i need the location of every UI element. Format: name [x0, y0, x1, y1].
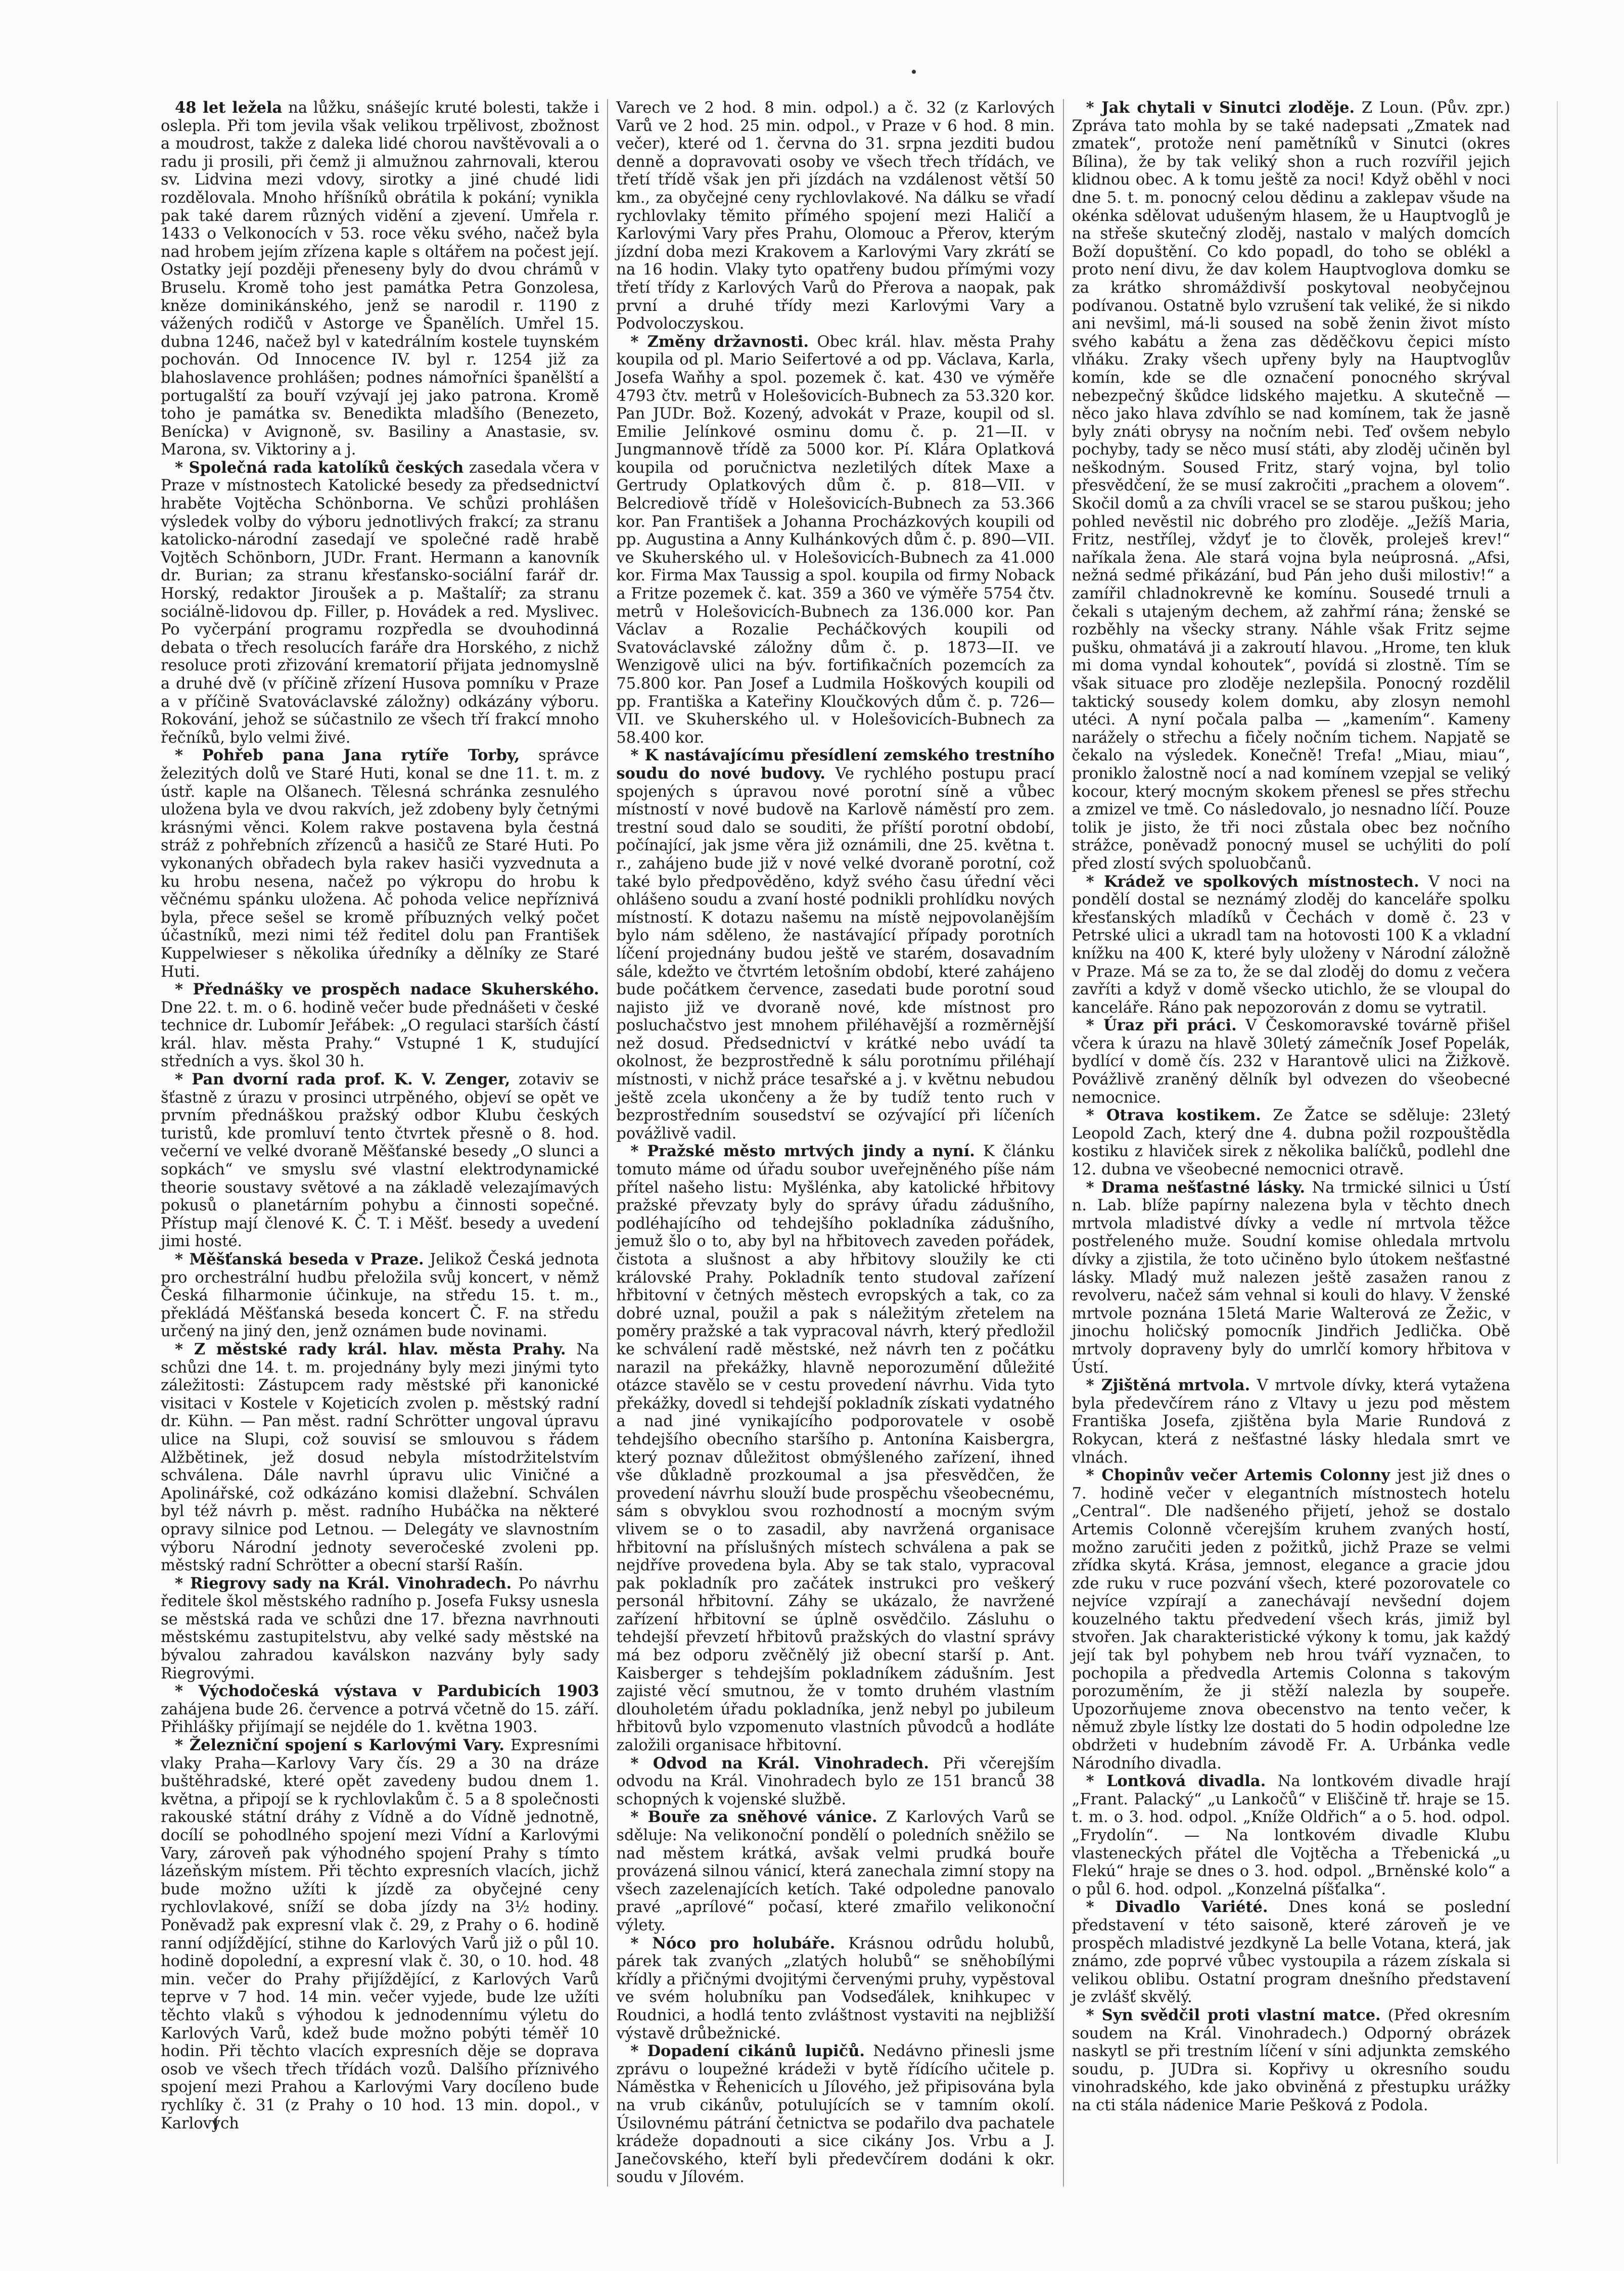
- article-text: V mrtvole dívky, která vytažena byla předevčírem ráno z Vltavy u jezu pod městem Františka Josefa, zjištěna byla Marie Rundová z Rokycan, která z nešťastné lásky hledala smrt ve vlnách.: [1072, 1377, 1510, 1467]
- article-paragraph: [161, 1251, 599, 1341]
- article-paragraph: [616, 1143, 1054, 1754]
- text-columns: [161, 99, 1510, 2187]
- article-heading: Jak chytali v Sinutci zloděje.: [1101, 99, 1355, 117]
- article-paragraph: [161, 1737, 599, 2132]
- article-marker: *: [1086, 2006, 1102, 2024]
- article-text: V Českomoravské továrně přišel včera k úrazu na hlavě 30letý zámečník Josef Popelák, bydlící v domě čís. 232 v Harantově ulici na Žižkově. Povážlivě zraněný dělník byl odvezen do všeobecné nemocnice.: [1072, 1017, 1510, 1107]
- article-text: Obec král. hlav. města Prahy koupila od pl. Mario Seifertové a od pp. Václava, Karla, Josefa Waňhy a spol. pozemek č. kat. 430 ve výměře 4793 čtv. metrů v Holešovicích-Bubnech za 53.320 kor. Pan JUDr. Bož. Kozený, advokát v Praze, koupil od sl. Emilie Jelínkové osminu domu č. p. 21—II. v Jungmannově třídě za 5000 kor. Pí. Klára Oplatková koupila od poručnictva nezletilých dítek Maxe a Gertrudy Oplatkových dům č. p. 818—VII. v Belcrediově třídě v Holešovicích-Bubnech za 53.366 kor. Pan František a Johanna Procházkových koupili od pp. Augustina a Anny Kulhánkových dům č. p. 890—VII. ve Skuherského ul. v Holešovicích-Bubnech za 41.000 kor. Firma Max Taussig a spol. koupila od firmy Noback a Fritze pozemek č. kat. 359 a 360 ve výměře 5754 čtv. metrů v Holešovicích-Bubnech za 136.000 kor. Pan Václav a Rozalie Pecháčkových koupili od Svatováclavské záložny dům č. p. 1873—II. ve Wenzigově ulici na býv. fortifikačních pozemcích za 75.800 kor. Pan Josef a Ludmila Hoškových koupili od pp. Františka a Kateřiny Kloučkových dům č. p. 726—VII. ve Skuherského ul. v Holešovicích-Bubnech za 58.400 kor.: [616, 333, 1055, 747]
- article-marker: *: [1086, 1376, 1101, 1395]
- article-heading: Úraz při práci.: [1103, 1016, 1237, 1035]
- article-marker: *: [175, 1682, 199, 1701]
- article-marker: *: [630, 1754, 653, 1773]
- article-marker: *: [1086, 1106, 1106, 1125]
- article-heading: Pan dvorní rada prof. K. V. Zenger,: [192, 1070, 511, 1089]
- article-marker: *: [630, 1808, 648, 1827]
- article-marker: *: [175, 746, 202, 765]
- print-dot: [912, 70, 916, 74]
- article-text: správce železitých dolů ve Staré Huti, konal se dne 11. t. m. z ústř. kaple na Olšanech. Tělesná schránka zesnulého uložena byla ve dvou rakvích, jež zdobeny byly četnými krásnými věnci. Kolem rakve postavena byla čestná stráž z pohřebních zřízenců a hasičů ze Staré Huti. Po vykonaných obřadech byla rakev hasiči vyzvednuta a ku hrobu nesena, načež po výkropu do hrobu k věčnému spánku uložena. Ač pohoda velice nepříznivá byla, přece sešel se kromě příbuzných velký počet účastníků, mezi nimi též ředitel dolu pan František Kuppelwieser s několika úředníky a dělníky ze Staré Huti.: [161, 747, 599, 981]
- article-text: (Před okresním soudem na Král. Vinohradech.) Odporný obrázek naskytl se při trestním líčení v síni adjunkta zemského soudu, p. JUDra si. Kopřivy u okresního soudu vinohradského, kde jako obviněná z přestupku urážky na cti stála nádenice Marie Pešková z Podola.: [1072, 2006, 1510, 2114]
- article-paragraph: [1072, 2007, 1510, 2115]
- article-heading: Krádež ve spolkových místnostech.: [1104, 872, 1419, 891]
- article-marker: *: [630, 332, 647, 351]
- article-lead: 48 let ležela: [175, 99, 283, 117]
- article-text: jest již dnes o 7. hodině večer v elegantních místnostech hotelu „Central“. Dle nadšeného přijetí, jehož se dostalo Artemis Colonně včerejším kruhem zvaných hostí, možno zaručiti jeden z požitků, jichž Praze se velmi zřídka skytá. Krása, jemnost, elegance a gracie jdou zde ruku v ruce pozvání všech, které pozorovatele co nejvíce vzpírají a zanechávají nevšední dojem kouzelného taktu předvedení všech krás, jimiž byl stvořen. Jak charakteristické výkony k tomu, jak každý její tak byl pohybem neb hrou tváří vyznačen, to pochopila a předvedla Artemis Colonna s takovým porozuměním, že ji stěží nalezla by soupeře. Upozorňujeme znova obecenstvo na tento večer, k němuž zbyle lístky lze dostati do 5 hodin odpoledne lze obdržeti v hudebním závodě Fr. A. Urbánka vedle Národního divadla.: [1072, 1467, 1510, 1773]
- article-heading: Východočeská výstava v Pardubicích 1903: [198, 1682, 599, 1701]
- article-paragraph: [161, 1071, 599, 1251]
- article-heading: Nóco pro holubáře.: [652, 1934, 836, 1952]
- article-heading: Lontková divadla.: [1106, 1772, 1266, 1791]
- article-text: Na schůzi dne 14. t. m. projednány byly mezi jinými tyto záležitosti: Zástupcem rady městské při kanonické visitaci v Kostele v Kojeticích zvolen p. městský radní dr. Kühn. — Pan měst. radní Schrötter ungoval úpravu ulice na Slupi, což souvisí se smlouvou s řádem Alžbětinek, jež dosud nebyla místodržitelstvím schválena. Dále navrhl úpravu ulic Viničné a Apolinářské, což odkázáno komisi dlažební. Schválen byl též návrh p. měst. radního Hubáčka na některé opravy silnice pod Letnou. — Delegáty ve slavnostním výboru Národní jednoty severočeské zvoleni pp. městský radní Schrötter a obecní starší Rašín.: [161, 1340, 599, 1575]
- article-paragraph: [1072, 1773, 1510, 1898]
- article-paragraph: [616, 747, 1054, 1143]
- article-paragraph: [616, 333, 1054, 747]
- article-paragraph: [161, 981, 599, 1071]
- article-paragraph: [161, 1341, 599, 1575]
- article-heading: Dopadení cikánů lupičů.: [647, 2042, 865, 2061]
- article-text: K článku tomuto máme od úřadu soubor uveřejněného píše nám přítel našeho listu: Myšlénka, aby katolické hřbitovy pražské převzaty byly do správy úřadu zádušního, podléhajícího od tehdejšího pokladníka zádušního, jemuž šlo o to, aby byl na hřbitovech zaveden pořádek, čistota a slušnost a aby hřbitovy sloužily ke cti královské Prahy. Pokladník tento studoval zařízení hřbitovní v četných městech evropských a tak, co za dobré uznal, použil a pak s náležitým zřetelem na poměry pražské a tak vypracoval návrh, který předložil ke schválení radě městské, než návrh ten z počátku narazil na překážky, hlavně neporozumění důležité otázce stavělo se v cestu provedení návrhu. Vida tyto překážky, dovedl si tehdejší pokladník získati vydatného a nad jiné vynikajícího podporovatele v osobě tehdejšího obecního staršího p. Antonína Kaisbergra, který poznav důležitost obmýšleného zařízení, ihned vše důkladně prozkoumal a jsa přesvědčen, že provedení návrhu slouží bude prospěchu všeobecnému, sám s obvyklou svou rozhodností a mocným svým vlivem se o to zasadil, aby navržená organisace hřbitovní na příslušných místech schválena a pak se nejdříve provedena byla. Aby se tak stalo, vypracoval pak pokladník pro začátek instrukci pro veškerý personál hřbitovní. Záhy se ukázalo, že navržené zařízení hřbitovní se úplně osvědčilo. Zásluhu o tehdejší převzetí hřbitovů pražských do vlastní správy má bez odporu zvěčnělý již obecní starší p. Ant. Kaisberger s tehdejším pokladníkem zádušním. Jest zajisté věcí smutnou, že v tomto druhém vlastním dlouholetém úřadu pokladníka, jenž nebyl po jubileum hřbitovů bylo vzpomenuto vlastních původců a hodláte založili organisace hřbitovní.: [616, 1143, 1055, 1755]
- article-paragraph: [1072, 873, 1510, 1017]
- article-heading: Otrava kostikem.: [1106, 1106, 1261, 1125]
- article-heading: Železniční spojení s Karlovými Vary.: [189, 1736, 504, 1755]
- article-paragraph: [161, 1575, 599, 1683]
- article-text: Při včerejším odvodu na Král. Vinohradech bylo ze 151 branců 38 schopných k vojenské službě.: [616, 1754, 1055, 1808]
- article-paragraph: [1072, 1017, 1510, 1107]
- article-paragraph: [616, 99, 1054, 333]
- article-heading: Divadlo Variété.: [1115, 1898, 1268, 1917]
- article-paragraph: [1072, 1377, 1510, 1467]
- article-marker: *: [175, 1340, 194, 1358]
- article-text: V noci na pondělí dostal se neznámý zloděj do kanceláře spolku křesťanských mladíků v Čechách v domě č. 23 v Petrské ulici a ukradl tam na hotovosti 100 K a vkladní knížku na 400 K, které byly uloženy v Národní záložně v Praze. Má se za to, že se dal zloděj do domu z večera zavříti a když v domě všecko utichlo, že se vloupal do kanceláře. Ráno pak nepozorován z domu se vytratil.: [1072, 873, 1510, 1017]
- article-marker: *: [630, 1934, 653, 1952]
- article-paragraph: [1072, 1179, 1510, 1377]
- article-marker: *: [175, 980, 193, 999]
- article-marker: *: [630, 1142, 647, 1161]
- article-paragraph: [616, 1935, 1054, 2043]
- article-text: Varech ve 2 hod. 8 min. odpol.) a č. 32 (z Karlových Varů ve 2 hod. 25 min. odpol., v Praze v 6 hod. 8 min. večer), které od 1. června do 31. srpna jezditi budou denně a dopravovati osoby ve všech třech třídách, ve třetí třídě však jen při jízdách na vzdálenost větší 50 km., za obyčejné ceny rychlovlakové. Na dálku se vřadí rychlovlaky těmito přímého spojení mezi Haličí a Karlovými Vary přes Prahu, Olomouc a Přerov, kterým jízdní doba mezi Krakovem a Karlovými Vary zkrátí se na 16 hodin. Vlaky tyto opatřeny budou přímými vozy třetí třídy z Karlových Varů do Přerova a naopak, pak první a druhé třídy mezi Karlovými Vary a Podvoloczyskou.: [616, 99, 1055, 333]
- article-marker: *: [1086, 1772, 1107, 1791]
- article-heading: Bouře za sněhové vánice.: [647, 1808, 877, 1827]
- article-paragraph: [161, 747, 599, 981]
- article-paragraph: [161, 99, 599, 459]
- article-paragraph: [1072, 99, 1510, 873]
- column-middle: [616, 99, 1054, 2187]
- article-marker: *: [630, 746, 645, 765]
- article-paragraph: [161, 1683, 599, 1737]
- article-heading: Odvod na Král. Vinohradech.: [653, 1754, 930, 1773]
- article-text: Z Loun. (Pův. zpr.) Zpráva tato mohla by se také nadepsati „Zmatek nad zmatek“, protože není pamětníků v Sinutci (okres Bílina), že by tak veliký shon a ruch rozvířil jejich klidnou obec. A k tomu ještě za noci! Když oběhl v noci dne 5. t. m. ponocný celou dědinu a zaklepav všude na okénka sdělovat udušeným hlasem, že u Hauptvoglů je na střeše skutečný zloděj, nastalo v malých domcích Boží dopuštění. Co kdo popadl, do toho se oblékl a proto není divu, že dav kolem Hauptvoglova domku se za krátko shromáždivší poskytoval neobyčejnou podívanou. Ostatně bylo vzrušení tak veliké, že si nikdo ani nevšiml, má-li soused na sobě ženin život místo svého kabátu a žena zas děděčkovu čepici místo vlňáku. Zraky všech upřeny byly na Hauptvoglův komín, kde se dle označení ponocného skrýval nebezpečný škůdce lidského majetku. A skutečně — něco jako hlava zdvíhlo se nad komínem, tak že jasně byly znáti obrysy na nočním nebi. Teď ovšem nebylo pochyby, tady se něco musí státi, aby zloděj učiněn byl neškodným. Soused Fritz, starý vojna, byl tolio přesvědčení, že se musí zakročiti „prachem a olovem“. Skočil domů a za chvíli vracel se se starou puškou; jeho pohled nevěstil nic dobrého pro zloděje. „Ježíš Maria, Fritz, nestřílej, vždyť je to člověk, proleješ krev!“ naříkala žena. Ale stará vojna byla neúprosná. „Afsi, nežná sedmé přikázání, bud Pán jeho duši milostiv!“ a zamířil chladnokrevně ke komínu. Sousedé trnuli a čekali s utajeným dechem, až zahřmí rána; ženské se rozběhly na všecky strany. Náhle však Fritz sejme pušku, ohmatává ji a zakroutí hlavou. „Hrome, ten kluk mi doma vyndal kohoutek“, povídá si zlostně. Tím se však situace pro zloděje nezlepšila. Ponocný rozdělil taktický sousedy kolem domku, aby zlosyn nemohl utéci. A nyní počala palba — „kamením“. Kameny narážely o střechu a fičely nočním tichem. Napjatě se čekalo na výsledek. Konečně! Trefa! „Miau, miau“, proniklo žalostně nocí a nad komínem vzepjal se veliký kocour, který mocným skokem přenesl se přes střechu a zmizel ve tmě. Co následovalo, jo nesnadno líčí. Pouze tolik je jisto, že tři noci zůstala obec bez nočního strážce, poněvadž ponocný musel se uchýliti do polí před zlostí svých spoluobčanů.: [1072, 99, 1510, 873]
- article-marker: *: [1086, 1016, 1104, 1035]
- article-paragraph: [1072, 1467, 1510, 1773]
- article-heading: Přednášky ve prospěch nadace Skuherského.: [193, 980, 599, 999]
- article-marker: *: [1086, 1178, 1102, 1197]
- page-edge-line: [1557, 101, 1558, 2164]
- article-text: zotaviv se šťastně z úrazu v prosinci utrpěného, objeví se opět ve prvním přednáškou pražský odbor Klubu českých turistů, kde promluví tento čtvrtek přesně o 8. hod. večerní ve velké dvoraně Měšťanské besedy „O slunci a sopkách“ ve smyslu své vlastní elektrodynamické theorie soustavy světové a na základě velezajímavých pokusů o planetárním pohybu a činnosti sopečné. Přístup mají členové K. Č. T. i Měšť. besedy a uvedení jimi hosté.: [161, 1071, 599, 1251]
- article-heading: Syn svědčil proti vlastní matce.: [1101, 2006, 1381, 2024]
- article-paragraph: [616, 1808, 1054, 1934]
- article-text: Z Karlových Varů se sděluje: Na velikonoční pondělí o poledních sněžilo se nad městem krátká, avšak velmi prudká bouře provázená silnou vánicí, která zanechala zimní stopy na všech zazelenajících ketích. Také odpoledne panovalo pravé „aprílové“ počasí, které zmařilo velikonoční výlety.: [616, 1808, 1055, 1934]
- article-marker: *: [175, 1250, 190, 1268]
- article-heading: Pohřeb pana Jana rytíře Torby,: [202, 746, 520, 765]
- article-heading: Měšťanská beseda v Praze.: [189, 1250, 424, 1268]
- article-paragraph: [616, 1755, 1054, 1809]
- article-text: Dnes koná se poslední představení v této saisoně, které zároveň je ve prospěch mladistvé jezdkyně La belle Votana, která, jak známo, zde poprvé vůbec vystoupila a rázem získala si velikou oblibu. Ostatní program dnešního představení je zvlášť skvělý.: [1072, 1898, 1510, 2007]
- article-heading: Pražské město mrtvých jindy a nyní.: [647, 1142, 975, 1161]
- article-marker: *: [175, 1070, 192, 1089]
- article-paragraph: [1072, 1898, 1510, 2007]
- column-left: [161, 99, 599, 2187]
- article-text: Na lontkovém divadle hrají „Frant. Palacký“ „u Lankočů“ v Eliščině tř. hraje se 15. t. m. o 3. hod. odpol. „Kníže Oldřich“ a o 5. hod. odpol. „Frydolín“. — Na lontkovém divadle Klubu vlasteneckých přátel dle Vojtěcha a Třebenická „u Flekú“ hraje se dnes o 3. hod. odpol. „Brněnské kolo“ a o půl 6. hod. odpol. „Konzelná píšťalka“.: [1072, 1773, 1510, 1898]
- article-text: na lůžku, snášejíc kruté bolesti, takže i oslepla. Při tom jevila však velikou trpělivost, zbožnost a moudrost, takže z daleka lidé chorou navštěvovali a o radu ji prosili, při čemž ji almužnou zahrnovali, kterou sv. Lidvina mezi vdovy, sirotky a jiné chudé lidi rozdělovala. Mnoho hříšníků obrátila k pokání; vynikla pak také darem různých vidění a zjevení. Umřela r. 1433 o Velkonocích v 53. roce věku svého, načež byla nad hrobem jejím zřízena kaple s oltářem na počest její. Ostatky její později přeneseny byly do dvou chrámů v Bruselu. Kromě toho jest památka Petra Gonzolesa, kněze dominikánského, jenž se narodil r. 1190 z vážených rodičů v Astorge ve Španělích. Umřel 15. dubna 1246, načež byl v katedrálním kostele tuynském pochován. Od Innocence IV. byl r. 1254 již za blahoslavence prohlášen; podnes námořníci španělští a portugalští za bouří vzývají jej jako patrona. Kromě toho je památka sv. Benedikta mladšího (Benezeto, Benícka) v Avignoně, sv. Basiliny a Anastasie, sv. Marona, sv. Viktoriny a j.: [161, 99, 599, 459]
- article-text: Na trmické silnici u Ústí n. Lab. blíže papírny nalezena byla v těchto dnech mrtvola mladistvé dívky a vedle ní mrtvola těžce postřeleného muže. Soudní komise ohledala mrtvolu dívky a zjistila, že toto učiněno bylo útokem nešťastné lásky. Mladý muž nalezen ještě zasažen ranou z revolveru, načež sám vehnal si kouli do hlavy. V ženské mrtvole poznána 15letá Marie Walterová ze Žežic, v jinochu holičský pomocník Jindřich Jedlička. Obě mrtvoly dopraveny byly do umrlčí komory hřbitova v Ústí.: [1072, 1178, 1510, 1377]
- article-marker: *: [630, 2042, 647, 2061]
- article-marker: *: [175, 1574, 191, 1593]
- article-paragraph: [161, 459, 599, 747]
- article-heading: Z městské rady král. hlav. města Prahy.: [194, 1340, 566, 1358]
- article-heading: Zjištěná mrtvola.: [1101, 1376, 1250, 1395]
- article-paragraph: [616, 2042, 1054, 2187]
- article-text: Ze Žatce se sděluje: 23letý Leopold Zach, který dne 4. dubna požil rozpouštědla kostiku z hlaviček sirek z několika balíčků, podlehl dne 12. dubna ve všeobecné nemocnici otravě.: [1072, 1107, 1510, 1179]
- article-heading: Společná rada katolíků českých: [189, 458, 464, 477]
- article-marker: *: [1086, 1466, 1102, 1485]
- article-heading: K nastávajícímu přesídlení zemského trestního soudu do nové budovy.: [616, 746, 1055, 783]
- article-text: Nedávno přinesli jsme zprávu o loupežné krádeži v bytě řídícího učitele p. Náměstka v Řehenicích u Jílového, jež připisována byla na vrub cikánův, potulujících se v tamním okolí. Úsilovnému pátrání četnictva se podařilo dva pachatele krádeže dopadnouti a sice cikány Jos. Vrbu a J. Janečovského, kteří byli předevčírem dodáni k okr. soudu v Jílovém.: [616, 2042, 1055, 2187]
- article-paragraph: [1072, 1107, 1510, 1178]
- article-text: Ve rychlého postupu prací spojených s úpravou nové porotní síně a vůbec místností v nové budově na Karlově náměstí pro zem. trestní soud dalo se souditi, že příští porotní období, počínající, jak jsme věra již oznámili, dne 25. května t. r., zahájeno bude již v nové velké dvoraně porotní, což také bylo předpověděno, když svého času úřední věci ohlášeno soudu a zvaní hosté podnikli prohlídku nových místností. K dotazu našemu na místě nejpovolanějším bylo nám sděleno, že nastávající případy porotních líčení projednány budou ještě ve starém, dosavadním sále, kdežto ve čtvrtém letošním období, které zahájeno bude počátkem července, zasedati bude porotní soud najisto již ve dvoraně nové, kde místnost pro posluchačstvo jest mnohem přiléhavější a rozměrnější než dosud. Předsednictví v krátké nebo uvádí ta okolnost, že bezprostředně k sálu porotnímu přiléhají místnosti, v nichž práce tesařské a j. v květnu nebudou ještě zcela ukončeny a že by tudíž tento ruch v bezprostředním sousedství se ozývající při líčeních povážlivě vadil.: [616, 764, 1055, 1143]
- article-marker: *: [1086, 872, 1104, 891]
- article-text: zahájena bude 26. července a potrvá včetně do 15. září. Přihlášky přijímají se nejdéle do 1. května 1903.: [161, 1700, 599, 1737]
- article-marker: *: [1086, 1898, 1116, 1917]
- article-text: zasedala včera v Praze v místnostech Katolické besedy za předsednictví hraběte Vojtěcha Schönborna. Ve schůzi prohlášen výsledek volby do výboru jednotlivých frakcí; za stranu katolicko-národní zasedají ve společné radě hrabě Vojtěch Schönborn, JUDr. Frant. Hermann a kanovník dr. Burian; za stranu křesťansko-sociální farář dr. Horský, redaktor Jiroušek a p. Maštalíř; za stranu sociálně-lidovou dp. Filler, p. Hovádek a red. Myslivec. Po vyčerpání programu rozpředla se dvouhodinná debata o třech resolucích faráře dra Horského, z nichž resoluce proti zřizování krematorií přijata jednomyslně a druhé dvě (v příčině zřízení Husova pomníku v Praze a v příčině Svatováclavské záložny) odkázány výboru. Rokování, jehož se súčastnilo ze všech tří frakcí mnoho řečníků, bylo velmi živé.: [161, 459, 599, 747]
- article-heading: Drama nešťastné lásky.: [1101, 1178, 1306, 1197]
- article-text: Po návrhu ředitele škol městského radního p. Josefa Fuksy usnesla se městská rada ve schůzi dne 17. března navrhnouti městskému zastupitelstvu, aby velké sady městské na bývalou zahradou kaválskon nazvány byly sady Riegrovými.: [161, 1574, 599, 1683]
- article-text: Jelikož Česká jednota pro orchestrální hudbu přeložila svůj koncert, v němž Česká filharmonie účinkuje, na středu 15. t. m., překládá Měšťanská beseda koncert Č. F. na středu určený na jiný den, jenž oznámen bude novinami.: [161, 1251, 599, 1341]
- article-heading: Změny državnosti.: [647, 332, 809, 351]
- article-marker: *: [175, 458, 189, 477]
- column-right: [1072, 99, 1510, 2187]
- article-heading: Riegrovy sady na Král. Vinohradech.: [190, 1574, 512, 1593]
- article-text: Expresními vlaky Praha—Karlovy Vary čís. 29 a 30 na dráze buštěhradské, které opět zavedeny budou dnem 1. května, a připojí se k rychlovlakům č. 5 a 8 společnosti rakouské státní dráhy z Vídně a do Vídně jednotně, docílí se pohodlného spojení mezi Vídní a Karlovými Vary, zároveň pak výhodného spojení Prahy s tímto lázeňským místem. Při těchto expresních vlacích, jichž bude možno užíti k jízdě za obyčejné ceny rychlovlakové, sníží se doba jízdy na 3½ hodiny. Poněvadž pak expresní vlak č. 29, z Prahy o 6. hodině ranní odjíždějící, stihne do Karlových Varů již o půl 10. hodině dopolední, a expresní vlak č. 30, o 10. hod. 48 min. večer do Prahy přijíždějící, z Karlových Varů teprve v 7 hod. 14 min. večer vyjede, bude lze užíti těchto vlaků s výhodou k jednodennímu výletu do Karlových Varů, kdež bude možno pobýti téměř 10 hodin. Při těchto vlacích expresních děje se doprava osob ve všech třech třídách vozů. Dalšího příznivého spojení mezi Prahou a Karlovými Vary docíleno bude rychlíky č. 31 (z Prahy o 10 hod. 13 min. dopol., v Karlových: [161, 1737, 599, 2132]
- article-text: Krásnou odrůdu holubů, párek tak zvaných „zlatých holubů“ se sněhobílými křídly a přičnými dvojitými červenými pruhy, vypěstoval ve svém holubníku pan Vodseďálek, knihkupec v Roudnici, a hodlá tento zvláštnost vystaviti na nejbližší výstavě drůbežnické.: [616, 1934, 1055, 2042]
- article-heading: Chopinův večer Artemis Colonny: [1101, 1466, 1390, 1485]
- article-text: Dne 22. t. m. o 6. hodině večer bude přednášeti v české technice dr. Lubomír Jeřábek: „O regulaci starších částí král. hlav. města Prahy.“ Vstupné 1 K, studující středních a vys. škol 30 h.: [161, 998, 599, 1071]
- article-marker: *: [175, 1736, 190, 1755]
- article-marker: *: [1086, 99, 1102, 117]
